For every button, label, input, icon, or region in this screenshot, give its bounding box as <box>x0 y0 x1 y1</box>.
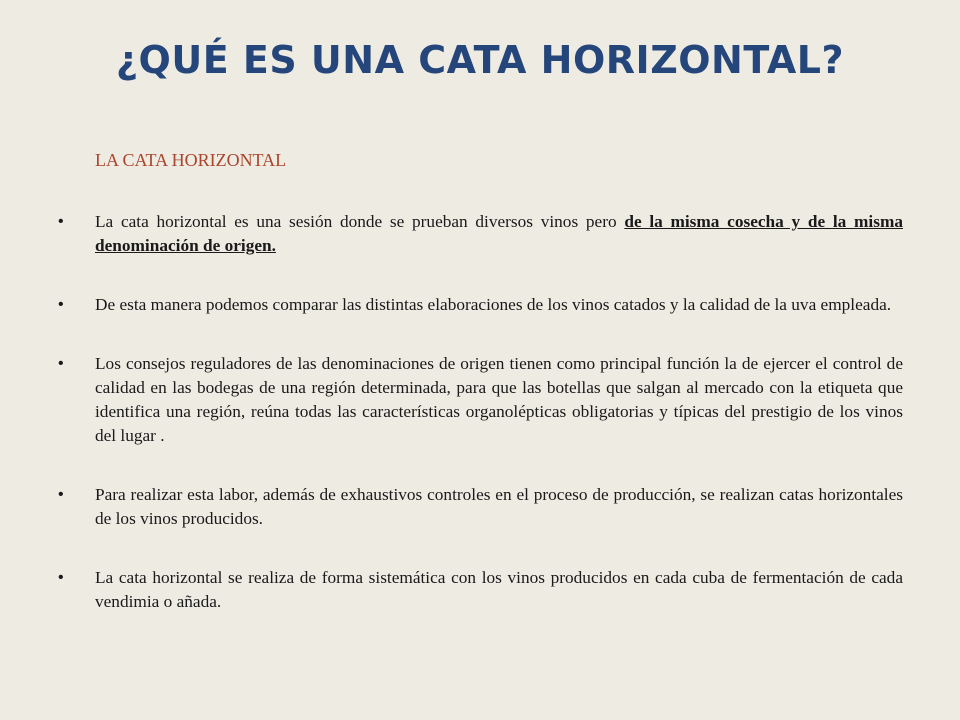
bullet-text: Para realizar esta labor, además de exhaustivos controles en el proceso de producción, se realizan catas horizontales de los vinos producidos. <box>95 485 903 528</box>
bullet-item <box>58 483 903 531</box>
bullet-item <box>58 352 903 448</box>
bullet-marker: • <box>58 355 64 372</box>
slide-subtitle: LA CATA HORIZONTAL <box>95 150 287 170</box>
bullet-text: La cata horizontal se realiza de forma sistemática con los vinos producidos en cada cuba de fermentación de cada vendimia o añada. <box>95 568 903 611</box>
bullet-marker: • <box>58 486 64 503</box>
bullet-item <box>58 293 903 317</box>
bullet-text: Los consejos reguladores de las denominaciones de origen tienen como principal función la de ejercer el control de calidad en las bodegas de una región determinada, para que las botellas que salgan al mercado con la etiqueta que identifica una región, reúna todas las características organolépticas obligatorias y típicas del prestigio de los vinos del lugar . <box>95 354 903 445</box>
bullet-list <box>58 210 903 649</box>
bullet-marker: • <box>58 213 64 230</box>
bullet-text: La cata horizontal es una sesión donde se prueban diversos vinos pero <box>95 212 625 231</box>
bullet-text: De esta manera podemos comparar las distintas elaboraciones de los vinos catados y la calidad de la uva empleada. <box>95 295 892 314</box>
bullet-item <box>58 566 903 614</box>
bullet-item <box>58 210 903 258</box>
bullet-emphasis: de la misma cosecha y de la misma denominación de origen. <box>95 212 903 255</box>
slide-title: ¿QUÉ ES UNA CATA HORIZONTAL? <box>115 38 844 82</box>
bullet-marker: • <box>58 296 64 313</box>
bullet-marker: • <box>58 569 64 586</box>
